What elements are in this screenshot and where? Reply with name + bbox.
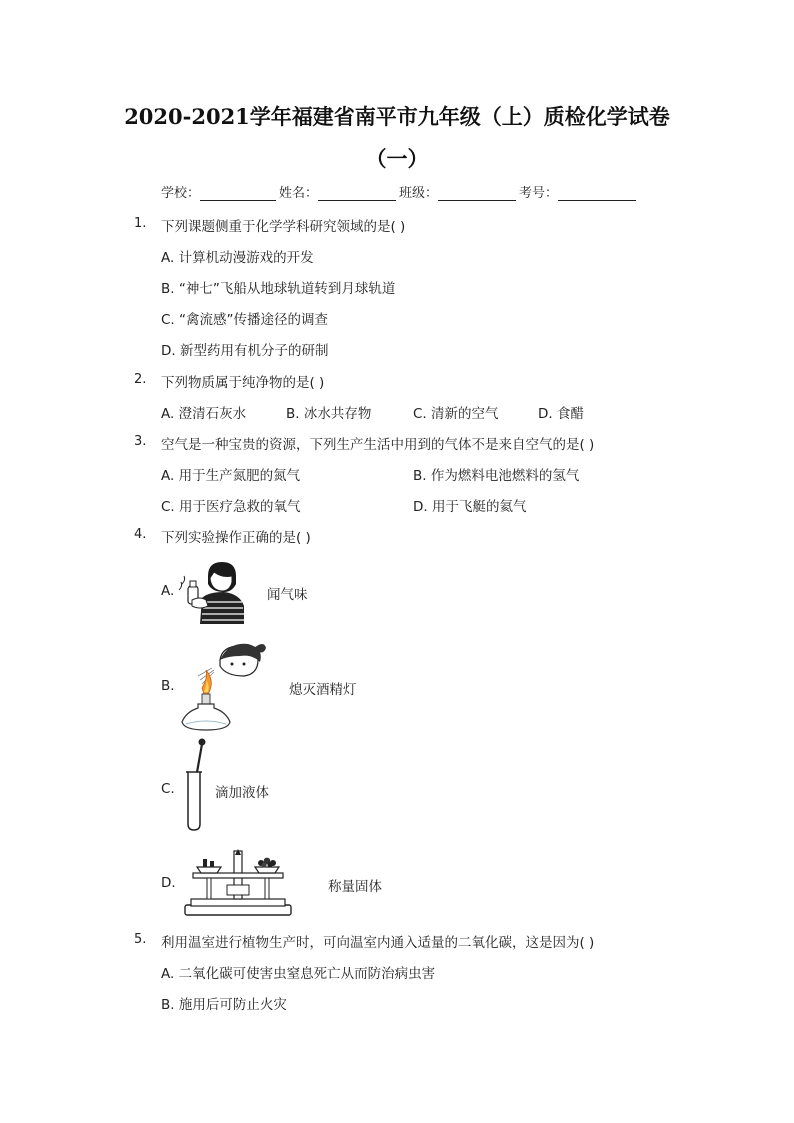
exam-title: 2020-2021学年福建省南平市九年级（上）质检化学试卷 (124, 104, 670, 129)
option-a[interactable]: A. 二氧化碳可使害虫窒息死亡从而防治病虫害 (161, 966, 436, 982)
name-blank[interactable] (318, 186, 396, 201)
option-b-letter[interactable]: B. (161, 678, 175, 694)
question-text: 空气是一种宝贵的资源，下列生产生活中用到的气体不是来自空气的是( ) (161, 437, 595, 453)
question-number: 5. (134, 932, 147, 947)
question-text: 下列课题侧重于化学学科研究领域的是( ) (161, 219, 406, 235)
smelling-gas-icon (178, 556, 248, 626)
exam-title-suffix: （一） (365, 146, 429, 171)
dropper-test-tube-icon (182, 738, 210, 832)
option-d-caption: 称量固体 (328, 879, 382, 895)
option-c-caption: 滴加液体 (215, 785, 269, 801)
option-a[interactable]: A. 用于生产氮肥的氮气 (161, 468, 301, 484)
option-a[interactable]: A. 澄清石灰水 (161, 406, 247, 422)
option-c[interactable]: C. “禽流感”传播途径的调查 (161, 312, 328, 328)
question-number: 4. (134, 527, 147, 542)
exam-no-blank[interactable] (558, 186, 636, 201)
option-b[interactable]: B. “神七”飞船从地球轨道转到月球轨道 (161, 281, 396, 297)
balance-scale-icon (183, 845, 293, 919)
option-d[interactable]: D. 新型药用有机分子的研制 (161, 343, 329, 359)
option-d-letter[interactable]: D. (161, 875, 176, 891)
option-a-caption: 闻气味 (267, 587, 308, 603)
option-c[interactable]: C. 清新的空气 (413, 406, 499, 422)
class-blank[interactable] (438, 186, 516, 201)
exam-no-label: 考号： (519, 186, 559, 201)
alcohol-lamp-blowing-icon (178, 640, 268, 732)
school-label: 学校： (161, 186, 201, 201)
option-c-letter[interactable]: C. (161, 781, 175, 797)
option-a-letter[interactable]: A. (161, 583, 175, 599)
question-number: 3. (134, 434, 147, 449)
question-text: 下列实验操作正确的是( ) (161, 530, 311, 546)
school-blank[interactable] (200, 186, 276, 201)
option-b[interactable]: B. 施用后可防止火灾 (161, 997, 287, 1013)
option-a[interactable]: A. 计算机动漫游戏的开发 (161, 250, 314, 266)
option-b-caption: 熄灭酒精灯 (289, 682, 357, 698)
student-info-row (161, 182, 639, 201)
question-number: 2. (134, 372, 147, 387)
question-text: 利用温室进行植物生产时，可向温室内通入适量的二氧化碳，这是因为( ) (161, 935, 595, 951)
class-label: 班级： (399, 186, 439, 201)
option-c[interactable]: C. 用于医疗急救的氧气 (161, 499, 301, 515)
option-d[interactable]: D. 用于飞艇的氦气 (413, 499, 527, 515)
option-b[interactable]: B. 冰水共存物 (286, 406, 372, 422)
question-number: 1. (134, 216, 147, 231)
name-label: 姓名： (279, 186, 319, 201)
question-text: 下列物质属于纯净物的是( ) (161, 375, 325, 391)
option-d[interactable]: D. 食醋 (538, 406, 584, 422)
option-b[interactable]: B. 作为燃料电池燃料的氢气 (413, 468, 580, 484)
